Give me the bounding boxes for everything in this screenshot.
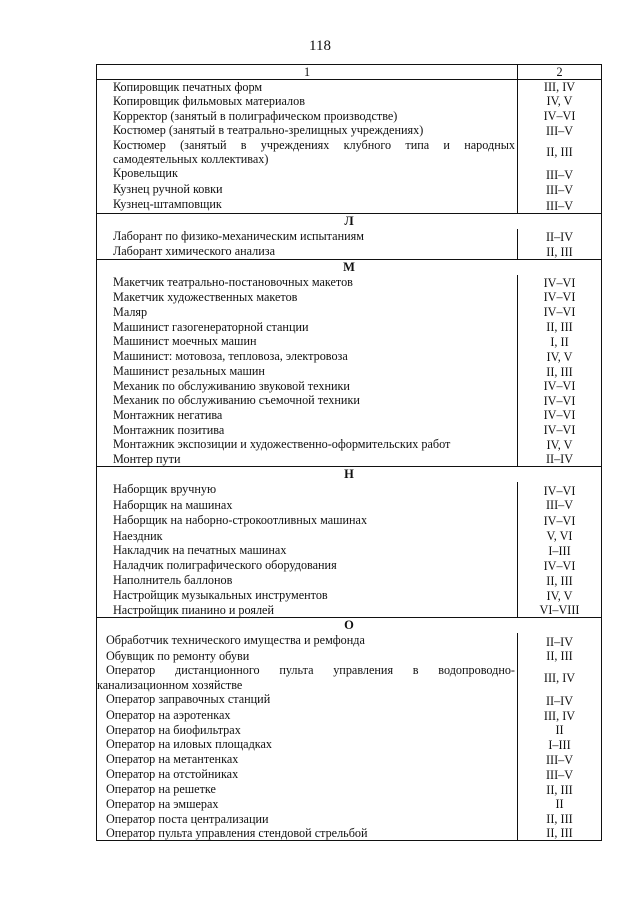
table-row — [97, 305, 601, 320]
profession-name: Оператор пульта управления стендовой стрельбой — [97, 826, 518, 840]
profession-name: Лаборант по физико-механическим испытаниям — [97, 229, 518, 244]
table-row — [97, 244, 601, 259]
profession-name: Макетчик художественных макетов — [97, 290, 518, 304]
profession-name: Монтер пути — [97, 452, 518, 466]
qualification-grade: IV, V — [546, 437, 573, 452]
profession-name: Обработчик технического имущества и ремфонда — [97, 633, 518, 649]
page-number: 118 — [309, 38, 331, 54]
table-row — [97, 123, 601, 138]
profession-name: Оператор заправочных станций — [97, 692, 518, 708]
section-letter-2 — [97, 259, 601, 466]
profession-name: Кузнец-штамповщик — [97, 197, 518, 213]
profession-name: Оператор на эмшерах — [97, 797, 518, 811]
qualification-grade: II, III — [546, 245, 573, 260]
table-row — [97, 692, 601, 708]
table-row — [97, 767, 601, 782]
qualification-grade: IV–VI — [543, 290, 576, 305]
qualification-grade: IV–VI — [543, 558, 576, 573]
profession-name: Оператор на решетке — [97, 782, 518, 797]
table-row — [97, 334, 601, 349]
qualification-grade: III–V — [545, 498, 574, 513]
qualification-grade: IV, V — [546, 94, 573, 109]
table-row — [97, 797, 601, 811]
profession-name: Костюмер (занятый в театрально-зрелищных учреждениях) — [97, 123, 518, 138]
profession-name: Настройщик музыкальных инструментов — [97, 588, 518, 603]
qualification-grade: IV–VI — [543, 408, 576, 423]
profession-name: Кузнец ручной ковки — [97, 182, 518, 197]
profession-name: Механик по обслуживанию звуковой техники — [97, 379, 518, 393]
qualification-grade: III–V — [545, 753, 574, 768]
qualification-grade: I–III — [548, 738, 571, 753]
table-row — [97, 543, 601, 558]
profession-name: Настройщик пианино и роялей — [97, 603, 518, 617]
table-row — [97, 290, 601, 304]
profession-name: Костюмер (занятый в учреждениях клубного типа и народных самодеятельных коллективах) — [97, 138, 518, 167]
profession-name: Оператор поста централизации — [97, 812, 518, 826]
profession-name: Наполнитель баллонов — [97, 573, 518, 588]
qualification-grade: IV–VI — [543, 394, 576, 409]
qualification-grade: IV–VI — [543, 379, 576, 394]
qualification-grade: V, VI — [546, 528, 573, 543]
qualification-grade: II, III — [546, 573, 573, 588]
profession-name: Машинист моечных машин — [97, 334, 518, 349]
table-row — [97, 364, 601, 379]
qualification-grade: IV–VI — [543, 276, 576, 291]
qualification-grade: I, II — [550, 334, 569, 349]
table-row — [97, 513, 601, 529]
qualification-grade: IV, V — [546, 588, 573, 603]
qualification-grade: II–IV — [545, 230, 574, 245]
table-header — [97, 65, 601, 80]
table-row — [97, 573, 601, 588]
qualification-grade: III, IV — [543, 708, 576, 723]
qualification-grade: II, III — [546, 811, 573, 826]
profession-name: Копировщик фильмовых материалов — [97, 94, 518, 108]
qualification-grade: IV–VI — [543, 108, 576, 123]
profession-name: Макетчик театрально-постановочных макетов — [97, 275, 518, 290]
table-row — [97, 379, 601, 393]
profession-name: Наборщик вручную — [97, 482, 518, 498]
profession-name: Кровельщик — [97, 166, 518, 182]
profession-name: Оператор дистанционного пульта управления в водопроводно-канализационном хозяйстве — [97, 663, 518, 692]
qualification-grade: VI–VIII — [539, 602, 580, 617]
qualification-grade: II, III — [546, 319, 573, 334]
column-header-grade: 2 — [518, 65, 601, 80]
table-row — [97, 408, 601, 422]
section-letter-heading: Л — [97, 213, 601, 229]
section-continued — [97, 80, 601, 213]
qualification-grade: IV–VI — [543, 514, 576, 529]
table-row — [97, 229, 601, 244]
section-letter-heading: О — [97, 617, 601, 633]
qualification-grade: III, IV — [543, 80, 576, 94]
profession-name: Машинист резальных машин — [97, 364, 518, 379]
table-row — [97, 558, 601, 573]
profession-name: Корректор (занятый в полиграфическом производстве) — [97, 109, 518, 123]
qualification-grade: III, IV — [543, 670, 576, 685]
profession-name: Наборщик на машинах — [97, 498, 518, 512]
section-letter-heading: Н — [97, 466, 601, 482]
profession-name: Оператор на биофильтрах — [97, 723, 518, 737]
qualification-grade: II — [555, 797, 564, 812]
profession-name: Оператор на иловых площадках — [97, 737, 518, 752]
table-row — [97, 482, 601, 498]
profession-name: Монтажник негатива — [97, 408, 518, 422]
table-row — [97, 603, 601, 617]
profession-name: Обувщик по ремонту обуви — [97, 649, 518, 663]
section-letter-heading: М — [97, 259, 601, 275]
qualification-grade: I–III — [548, 543, 571, 558]
table-row — [97, 423, 601, 437]
qualification-grade: IV–VI — [543, 305, 576, 320]
profession-name: Оператор на аэротенках — [97, 708, 518, 723]
profession-table — [96, 64, 602, 841]
table-row — [97, 737, 601, 752]
profession-name: Наборщик на наборно-строкоотливных машинах — [97, 513, 518, 529]
qualification-grade: II–IV — [545, 634, 574, 649]
table-row — [97, 197, 601, 213]
table-row — [97, 782, 601, 797]
qualification-grade: II, III — [546, 825, 573, 840]
qualification-grade: II, III — [546, 145, 573, 160]
qualification-grade: III–V — [545, 183, 574, 198]
profession-name: Монтажник экспозиции и художественно-оформительских работ — [97, 437, 518, 452]
qualification-grade: III–V — [545, 199, 574, 214]
profession-name: Маляр — [97, 305, 518, 320]
table-row — [97, 138, 601, 167]
table-row — [97, 349, 601, 364]
table-row — [97, 529, 601, 543]
qualification-grade: III–V — [545, 123, 574, 138]
profession-name: Наладчик полиграфического оборудования — [97, 558, 518, 573]
table-row — [97, 182, 601, 197]
qualification-grade: IV, V — [546, 349, 573, 364]
qualification-grade: II–IV — [545, 693, 574, 708]
table-row — [97, 166, 601, 182]
qualification-grade: II, III — [546, 783, 573, 798]
profession-name: Копировщик печатных форм — [97, 80, 518, 94]
section-letter-3 — [97, 466, 601, 617]
profession-name: Машинист: мотовоза, тепловоза, электровоза — [97, 349, 518, 364]
table-row — [97, 94, 601, 108]
qualification-grade: II, III — [546, 649, 573, 664]
table-row — [97, 826, 601, 841]
table-row — [97, 812, 601, 826]
table-row — [97, 663, 601, 692]
table-row — [97, 437, 601, 452]
table-row — [97, 80, 601, 94]
table-row — [97, 452, 601, 466]
table-row — [97, 649, 601, 663]
table-row — [97, 588, 601, 603]
qualification-grade: III–V — [545, 168, 574, 183]
profession-name: Накладчик на печатных машинах — [97, 543, 518, 558]
profession-name: Машинист газогенераторной станции — [97, 320, 518, 334]
qualification-grade: III–V — [545, 768, 574, 783]
profession-name: Оператор на метантенках — [97, 752, 518, 767]
qualification-grade: II, III — [546, 364, 573, 379]
section-letter-4 — [97, 617, 601, 841]
table-row — [97, 708, 601, 723]
qualification-grade: II — [555, 723, 564, 738]
qualification-grade: IV–VI — [543, 483, 576, 498]
table-row — [97, 723, 601, 737]
profession-name: Монтажник позитива — [97, 423, 518, 437]
table-row — [97, 752, 601, 767]
table-row — [97, 393, 601, 408]
profession-name: Механик по обслуживанию съемочной техники — [97, 393, 518, 408]
profession-name: Оператор на отстойниках — [97, 767, 518, 782]
table-row — [97, 109, 601, 123]
table-row — [97, 633, 601, 649]
table-row — [97, 275, 601, 290]
table-body — [97, 80, 601, 841]
table-row — [97, 498, 601, 512]
qualification-grade: IV–VI — [543, 422, 576, 437]
qualification-grade: II–IV — [545, 451, 574, 466]
table-row — [97, 320, 601, 334]
profession-name: Лаборант химического анализа — [97, 244, 518, 259]
profession-name: Наездник — [97, 529, 518, 543]
column-header-profession: 1 — [97, 65, 518, 80]
section-letter-1 — [97, 213, 601, 259]
